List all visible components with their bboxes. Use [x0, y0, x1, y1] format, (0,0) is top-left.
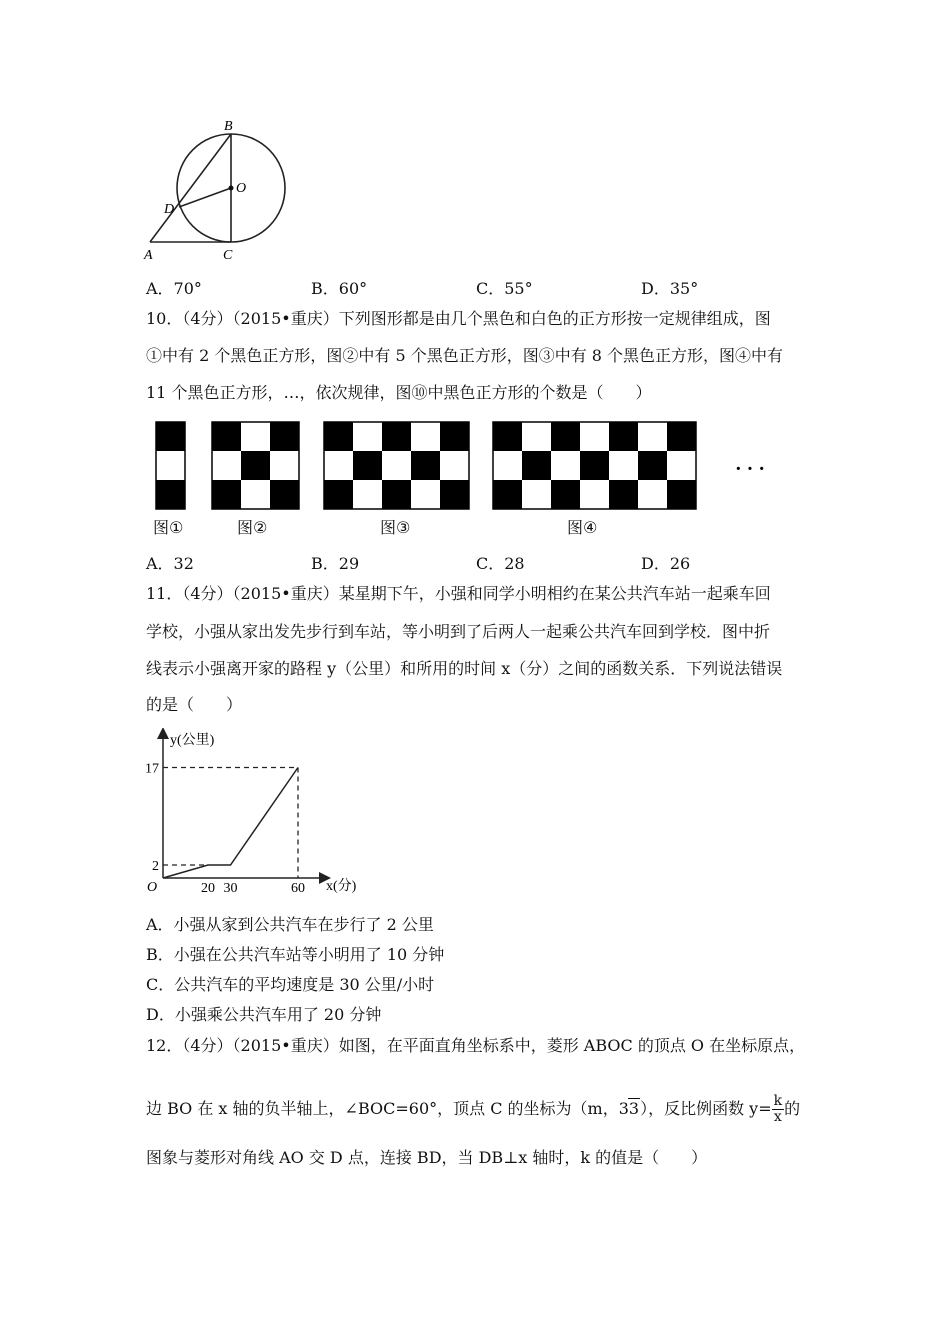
chart-origin-label: O	[147, 880, 158, 895]
white-square	[382, 451, 411, 480]
black-square	[609, 422, 638, 451]
black-square	[493, 480, 522, 509]
q10-option-c: C．28	[476, 554, 525, 573]
white-square	[411, 422, 440, 451]
q10-pattern-figures	[150, 418, 800, 518]
q12-line-3: 图象与菱形对角线 AO 交 D 点，连接 BD，当 DB⊥x 轴时，k 的值是（ ）	[146, 1148, 708, 1167]
segment-do	[179, 188, 231, 207]
y-tick-label: 17	[145, 761, 159, 777]
q9-option-b: B．60°	[311, 279, 368, 298]
point-o	[229, 186, 234, 191]
x-tick-label: 30	[223, 881, 238, 896]
q11-option-c: C．公共汽车的平均速度是 30 公里/小时	[146, 975, 435, 994]
black-square	[440, 480, 469, 509]
y-tick-label: 2	[152, 859, 159, 874]
black-square	[212, 422, 241, 451]
black-square	[667, 480, 696, 509]
pattern-figure-4	[493, 422, 696, 509]
black-square	[667, 422, 696, 451]
black-square	[382, 422, 411, 451]
q12-line-2	[146, 1094, 800, 1125]
white-square	[522, 480, 551, 509]
label-c: C	[223, 248, 233, 263]
pattern-caption-3: 图③	[380, 518, 411, 537]
pattern-ellipsis: · · ·	[735, 458, 766, 480]
black-square	[270, 422, 299, 451]
q10-option-d: D．26	[641, 554, 691, 573]
pattern-caption-1: 图①	[153, 518, 184, 537]
q11-line-1: 11．（4分）（2015•重庆）某星期下午，小强和同学小明相约在某公共汽车站一起乘车回	[146, 584, 771, 603]
label-a: A	[144, 248, 153, 263]
q9-circle-figure	[140, 112, 300, 267]
white-square	[270, 451, 299, 480]
white-square	[493, 451, 522, 480]
q11-option-a: A．小强从家到公共汽车在步行了 2 公里	[146, 915, 434, 934]
label-d: D	[164, 202, 175, 217]
white-square	[580, 422, 609, 451]
q11-option-d: D．小强乘公共汽车用了 20 分钟	[146, 1005, 382, 1024]
black-square	[353, 451, 382, 480]
q9-option-d: D．35°	[641, 279, 699, 298]
white-square	[580, 480, 609, 509]
white-square	[353, 480, 382, 509]
q11-option-b: B．小强在公共汽车站等小明用了 10 分钟	[146, 945, 445, 964]
chart-series-line	[163, 768, 298, 879]
sqrt-3: 3	[628, 1099, 640, 1118]
pattern-figure-2	[212, 422, 299, 509]
q10-option-b: B．29	[311, 554, 360, 573]
white-square	[411, 480, 440, 509]
white-square	[324, 451, 353, 480]
pattern-figure-3	[324, 422, 469, 509]
black-square	[638, 451, 667, 480]
white-square	[353, 422, 382, 451]
black-square	[493, 422, 522, 451]
q9-option-a: A．70°	[146, 279, 202, 298]
white-square	[156, 451, 185, 480]
segment-ab	[150, 134, 231, 242]
white-square	[241, 422, 270, 451]
white-square	[609, 451, 638, 480]
q10-line-1: 10．（4分）（2015•重庆）下列图形都是由几个黑色和白色的正方形按一定规律组成，图	[146, 309, 771, 328]
black-square	[241, 451, 270, 480]
label-b: B	[224, 119, 233, 134]
q9-option-c: C．55°	[476, 279, 533, 298]
q10-line-3: 11 个黑色正方形，…，依次规律，图⑩中黑色正方形的个数是（ ）	[146, 383, 652, 402]
black-square	[270, 480, 299, 509]
black-square	[156, 422, 185, 451]
q11-line-2: 学校，小强从家出发先步行到车站，等小明到了后两人一起乘公共汽车回到学校．图中折	[146, 622, 771, 641]
q11-line-4: 的是（ ）	[146, 695, 243, 714]
white-square	[638, 480, 667, 509]
black-square	[324, 422, 353, 451]
fraction-k-over-x: $\frac{k}{x}$	[773, 1093, 783, 1125]
pattern-figure-1	[156, 422, 185, 509]
black-square	[212, 480, 241, 509]
q11-distance-time-chart	[140, 728, 380, 900]
black-square	[609, 480, 638, 509]
black-square	[551, 422, 580, 451]
x-tick-label: 60	[291, 881, 305, 896]
white-square	[522, 422, 551, 451]
black-square	[580, 451, 609, 480]
pattern-caption-4: 图④	[567, 518, 598, 537]
white-square	[212, 451, 241, 480]
q10-line-2: ①中有 2 个黑色正方形，图②中有 5 个黑色正方形，图③中有 8 个黑色正方形，图④中有	[146, 346, 784, 365]
chart-x-label: x(分)	[326, 879, 357, 894]
chart-y-label: y(公里)	[170, 733, 215, 748]
x-tick-label: 20	[201, 881, 215, 896]
white-square	[638, 422, 667, 451]
black-square	[551, 480, 580, 509]
label-o: O	[236, 181, 247, 196]
white-square	[440, 451, 469, 480]
black-square	[411, 451, 440, 480]
white-square	[551, 451, 580, 480]
q12-line-2-part-b: ），反比例函数 y=	[640, 1099, 772, 1118]
black-square	[522, 451, 551, 480]
black-square	[324, 480, 353, 509]
black-square	[382, 480, 411, 509]
white-square	[667, 451, 696, 480]
chart-guides	[163, 768, 298, 879]
q12-line-2-part-a: 边 BO 在 x 轴的负半轴上，∠BOC=60°，顶点 C 的坐标为（m，3	[146, 1099, 629, 1118]
q11-line-3: 线表示小强离开家的路程 y（公里）和所用的时间 x（分）之间的函数关系．下列说法错误	[146, 659, 783, 678]
black-square	[440, 422, 469, 451]
q12-line-2-part-c: 的	[784, 1099, 801, 1118]
white-square	[241, 480, 270, 509]
q12-line-1: 12．（4分）（2015•重庆）如图，在平面直角坐标系中，菱形 ABOC 的顶点 O 在坐标原点，	[146, 1036, 806, 1055]
black-square	[156, 480, 185, 509]
pattern-caption-2: 图②	[237, 518, 268, 537]
q10-option-a: A．32	[146, 554, 194, 573]
